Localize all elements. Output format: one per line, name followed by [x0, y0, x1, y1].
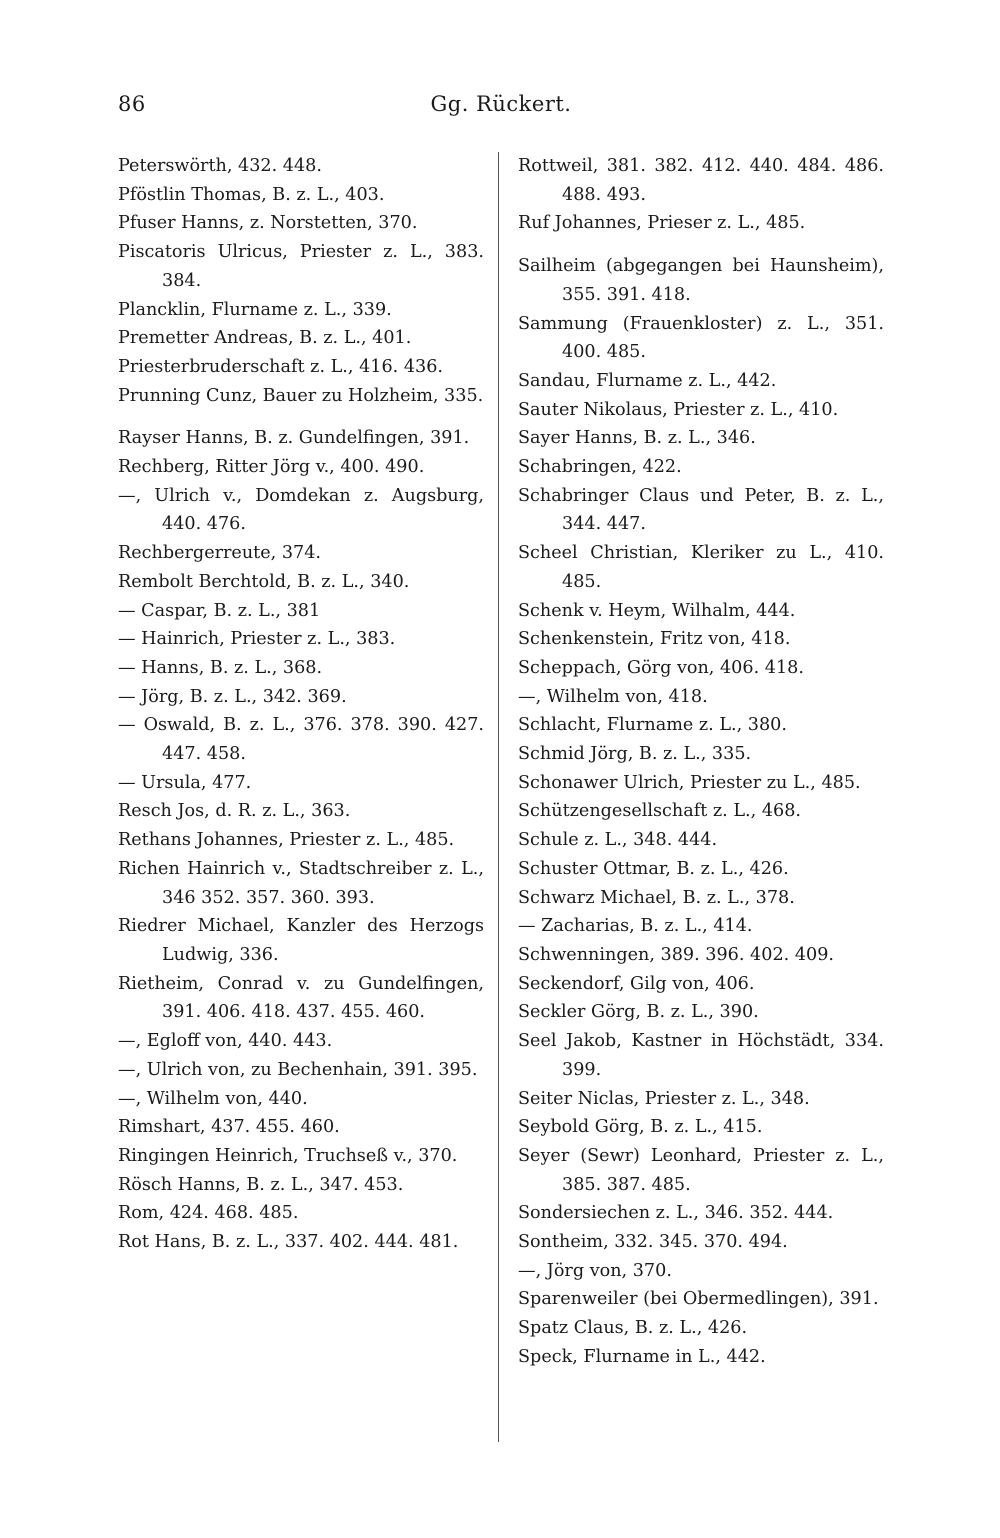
index-entry: — Jörg, B. z. L., 342. 369.: [118, 686, 347, 707]
index-entry: Schabringer Claus und Peter, B. z. L., 344. 447.: [518, 485, 884, 535]
running-title: Gg. Rückert.: [430, 92, 572, 116]
index-entry: Pfuser Hanns, z. Norstetten, 370.: [118, 213, 418, 234]
page-header: [118, 92, 884, 122]
index-entry: Speck, Flurname in L., 442.: [518, 1346, 766, 1367]
index-entry: Ringingen Heinrich, Truchseß v., 370.: [118, 1145, 458, 1166]
index-entry: Richen Hainrich v., Stadtschreiber z. L., 346 352. 357. 360. 393.: [118, 858, 484, 908]
index-entry: Schmid Jörg, B. z. L., 335.: [518, 744, 752, 765]
index-entry: Rottweil, 381. 382. 412. 440. 484. 486. 488. 493.: [518, 156, 884, 205]
page-number: 86: [118, 92, 146, 116]
index-entry: Seyer (Sewr) Leonhard, Priester z. L., 385. 387. 485.: [518, 1145, 884, 1195]
index-entry: Schwenningen, 389. 396. 402. 409.: [518, 944, 834, 965]
index-entry: Scheel Christian, Kleriker zu L., 410. 485.: [518, 543, 884, 592]
index-entry: Sauter Nikolaus, Priester z. L., 410.: [518, 399, 839, 420]
index-entry: Schenk v. Heym, Wilhalm, 444.: [518, 600, 796, 621]
index-entry: Riedrer Michael, Kanzler des Herzogs Ludwig, 336.: [118, 916, 484, 965]
index-entry: Sontheim, 332. 345. 370. 494.: [518, 1232, 788, 1253]
index-column-left: [118, 152, 484, 1257]
index-entry: Rechberg, Ritter Jörg v., 400. 490.: [118, 457, 425, 478]
index-entry: Seckendorf, Gilg von, 406.: [518, 973, 755, 994]
index-entry: Seybold Görg, B. z. L., 415.: [518, 1117, 763, 1138]
index-entry: — Zacharias, B. z. L., 414.: [518, 916, 753, 937]
index-entry: Rösch Hanns, B. z. L., 347. 453.: [118, 1174, 404, 1195]
index-entry: Schonawer Ulrich, Priester zu L., 485.: [518, 772, 861, 793]
index-entry: Schuster Ottmar, B. z. L., 426.: [518, 858, 789, 879]
index-entry: Plancklin, Flurname z. L., 339.: [118, 299, 392, 320]
index-entry: — Ursula, 477.: [118, 772, 252, 793]
index-entry: — Hainrich, Priester z. L., 383.: [118, 629, 396, 650]
index-entry: — Oswald, B. z. L., 376. 378. 390. 427. 447. 458.: [118, 715, 484, 765]
index-entry: Schwarz Michael, B. z. L., 378.: [518, 887, 795, 908]
index-column-right: [518, 152, 884, 1372]
index-entry: Sparenweiler (bei Obermedlingen), 391.: [518, 1289, 879, 1310]
index-entry: Schabringen, 422.: [518, 457, 682, 478]
index-entry: Seiter Niclas, Priester z. L., 348.: [518, 1088, 810, 1109]
index-entry: Piscatoris Ulricus, Priester z. L., 383. 384.: [118, 242, 484, 291]
column-divider: [498, 152, 499, 1442]
index-entry: —, Ulrich v., Domdekan z. Augsburg, 440. 476.: [118, 485, 484, 535]
index-entry: Rimshart, 437. 455. 460.: [118, 1117, 340, 1138]
index-entry: —, Wilhelm von, 440.: [118, 1088, 308, 1109]
index-entry: Sayer Hanns, B. z. L., 346.: [518, 428, 756, 449]
index-entry: Schenkenstein, Fritz von, 418.: [518, 629, 791, 650]
index-entry: Rot Hans, B. z. L., 337. 402. 444. 481.: [118, 1232, 459, 1253]
index-entry: Schlacht, Flurname z. L., 380.: [518, 715, 787, 736]
index-entry: Sammung (Frauenkloster) z. L., 351. 400. 485.: [518, 313, 884, 363]
index-entry: Schützengesellschaft z. L., 468.: [518, 801, 801, 822]
index-entry: Rethans Johannes, Priester z. L., 485.: [118, 830, 455, 851]
index-entry: — Caspar, B. z. L., 381: [118, 600, 321, 621]
index-entry: —, Ulrich von, zu Bechenhain, 391. 395.: [118, 1059, 478, 1080]
index-entry: Rembolt Berchtold, B. z. L., 340.: [118, 571, 410, 592]
index-entry: Priesterbruderschaft z. L., 416. 436.: [118, 356, 444, 377]
index-entry: Rayser Hanns, B. z. Gundelfingen, 391.: [118, 428, 470, 449]
index-entry: Resch Jos, d. R. z. L., 363.: [118, 801, 351, 822]
index-entry: Ruf Johannes, Prieser z. L., 485.: [518, 213, 806, 234]
index-entry: Peterswörth, 432. 448.: [118, 156, 322, 176]
index-entry: Scheppach, Görg von, 406. 418.: [518, 657, 804, 678]
index-entry: Seel Jakob, Kastner in Höchstädt, 334. 399.: [518, 1031, 884, 1080]
index-entry: Sondersiechen z. L., 346. 352. 444.: [518, 1203, 834, 1224]
index-entry: Prunning Cunz, Bauer zu Holzheim, 335.: [118, 385, 484, 406]
index-entry: Pföstlin Thomas, B. z. L., 403.: [118, 184, 385, 205]
index-entry: Sailheim (abgegangen bei Haunsheim), 355. 391. 418.: [518, 256, 884, 305]
index-entry: Rechbergerreute, 374.: [118, 543, 322, 564]
index-entry: Seckler Görg, B. z. L., 390.: [518, 1002, 759, 1023]
index-entry: Rietheim, Conrad v. zu Gundelfingen, 391. 406. 418. 437. 455. 460.: [118, 973, 484, 1023]
index-entry: Premetter Andreas, B. z. L., 401.: [118, 328, 412, 349]
index-entry: —, Jörg von, 370.: [518, 1260, 672, 1281]
index-entry: —, Egloff von, 440. 443.: [118, 1031, 333, 1052]
index-entry: Sandau, Flurname z. L., 442.: [518, 370, 777, 391]
index-entry: Schule z. L., 348. 444.: [518, 830, 718, 851]
index-entry: —, Wilhelm von, 418.: [518, 686, 708, 707]
index-entry: — Hanns, B. z. L., 368.: [118, 657, 323, 678]
index-entry: Rom, 424. 468. 485.: [118, 1203, 299, 1224]
index-entry: Spatz Claus, B. z. L., 426.: [518, 1318, 748, 1339]
